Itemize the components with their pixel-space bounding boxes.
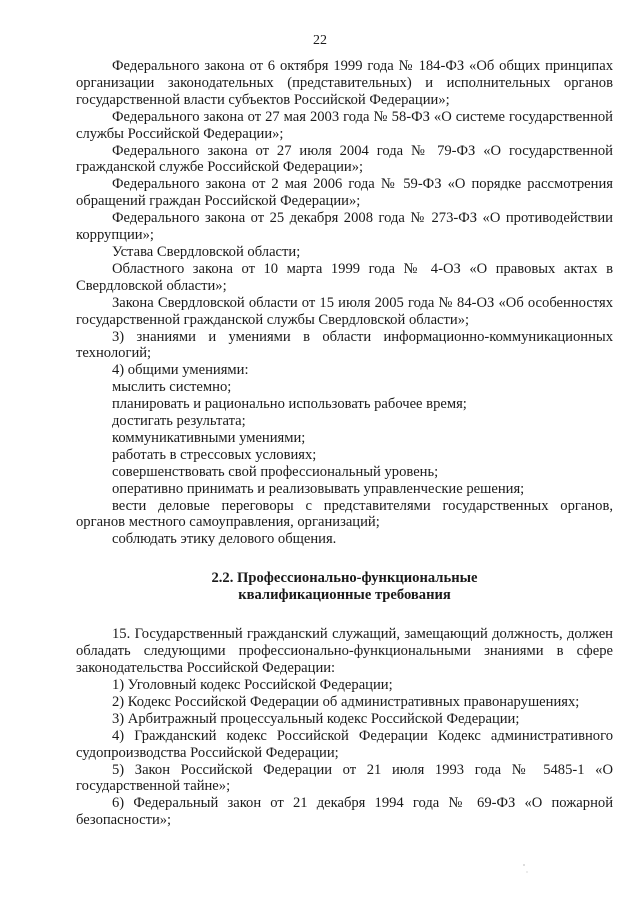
list-item: оперативно принимать и реализовывать управленческие решения; <box>112 480 525 497</box>
list-item: 2) Кодекс Российской Федерации об административных правонарушениях; <box>112 693 580 710</box>
section-heading-line-2: квалификационные требования <box>238 587 451 604</box>
list-item: достигать результата; <box>112 413 246 430</box>
list-item: коммуникативными умениями; <box>112 429 306 446</box>
paragraph: Федерального закона от 2 мая 2006 года № 59-ФЗ «О порядке рассмотрения обращений граждан Российской Федерации»; <box>76 176 613 210</box>
list-item: соблюдать этику делового общения. <box>112 531 337 548</box>
paragraph: Федерального закона от 25 декабря 2008 года № 273-ФЗ «О противодействии коррупции»; <box>76 210 613 244</box>
paragraph: Закона Свердловской области от 15 июля 2005 года № 84-ОЗ «Об особенностях государственной гражданской службы Свердловской области»; <box>76 294 613 328</box>
paragraph: Областного закона от 10 марта 1999 года № 4-ОЗ «О правовых актах в Свердловской области»; <box>76 260 613 294</box>
list-item: 5) Закон Российской Федерации от 21 июля 1993 года № 5485-1 «О государственной тайне»; <box>76 761 613 795</box>
list-item: совершенствовать свой профессиональный уровень; <box>112 463 439 480</box>
list-item: вести деловые переговоры с представителями государственных органов, органов местного самоуправления, организаций; <box>76 497 613 531</box>
list-item: мыслить системно; <box>112 379 232 396</box>
list-item: планировать и рационально использовать рабочее время; <box>112 396 467 413</box>
paragraph: Федерального закона от 27 июля 2004 года № 79-ФЗ «О государственной гражданской службе Российской Федерации»; <box>76 142 613 176</box>
paragraph: Устава Свердловской области; <box>112 243 301 260</box>
page-number: 22 <box>313 33 327 48</box>
list-item: 4) Гражданский кодекс Российской Федерации Кодекс административного судопроизводства Российской Федерации; <box>76 727 613 761</box>
paragraph: Федерального закона от 27 мая 2003 года № 58-ФЗ «О системе государственной службы Российской Федерации»; <box>76 108 613 142</box>
paragraph: Федерального закона от 6 октября 1999 года № 184-ФЗ «Об общих принципах организации законодательных (представительных) и исполнительных органов государственной власти субъектов Российской Федерации»; <box>76 58 613 108</box>
section-heading-line-1: 2.2. Профессионально-функциональные <box>211 570 478 587</box>
paragraph: 3) знаниями и умениями в области информационно-коммуникационных технологий; <box>76 328 613 362</box>
list-item: 3) Арбитражный процессуальный кодекс Российской Федерации; <box>112 710 520 727</box>
list-item: работать в стрессовых условиях; <box>112 446 317 463</box>
paragraph: 15. Государственный гражданский служащий, замещающий должность, должен обладать следующими профессионально-функциональными знаниями в сфере законодательства Российской Федерации: <box>76 626 613 677</box>
paragraph: 4) общими умениями: <box>112 362 249 379</box>
list-item: 6) Федеральный закон от 21 декабря 1994 года № 69-ФЗ «О пожарной безопасности»; <box>76 795 613 829</box>
list-item: 1) Уголовный кодекс Российской Федерации; <box>112 677 393 693</box>
scan-specks <box>520 860 540 880</box>
document-body <box>76 58 613 829</box>
